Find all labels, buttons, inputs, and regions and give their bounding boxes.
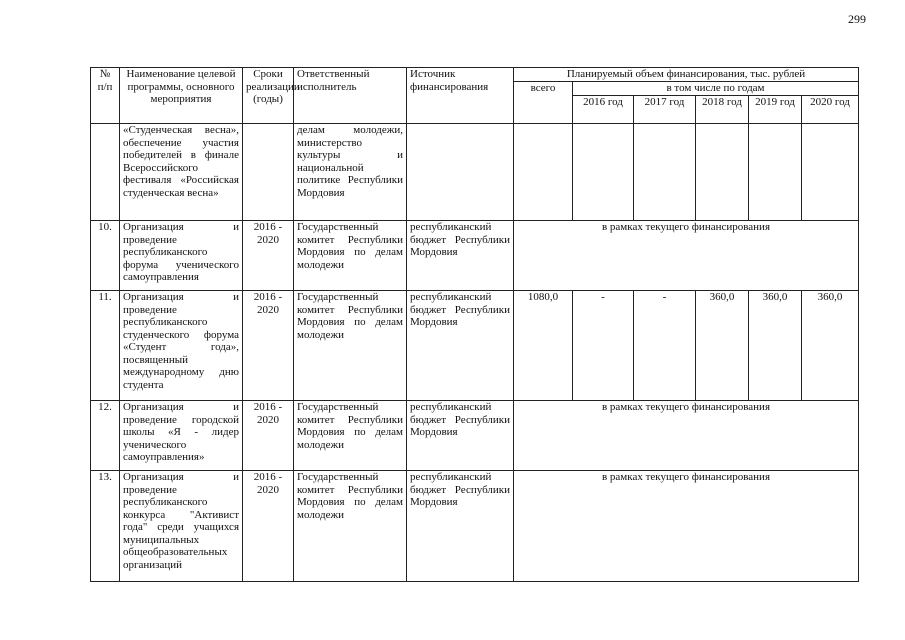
header-responsible: Ответственный исполнитель bbox=[294, 68, 407, 124]
row-name: Организация и проведение городской школы «Я - лидер ученического самоуправления» bbox=[120, 401, 243, 471]
table-row bbox=[91, 291, 859, 401]
table-row bbox=[91, 471, 859, 582]
row-name: Организация и проведение республиканского конкурса "Активист года" среди учащихся муниципальных общеобразовательных организаций bbox=[120, 471, 243, 582]
table-row bbox=[91, 221, 859, 291]
row-term: 2016 - 2020 bbox=[243, 401, 294, 471]
table-row bbox=[91, 124, 859, 221]
header-term: Сроки реализации (годы) bbox=[243, 68, 294, 124]
row-responsible: Государственный комитет Республики Мордовия по делам молодежи bbox=[294, 291, 407, 401]
row-term: 2016 - 2020 bbox=[243, 221, 294, 291]
row-funding: в рамках текущего финансирования bbox=[514, 221, 859, 291]
row-num: 12. bbox=[91, 401, 120, 471]
row-num: 11. bbox=[91, 291, 120, 401]
row-num: 10. bbox=[91, 221, 120, 291]
row-responsible: Государственный комитет Республики Мордовия по делам молодежи bbox=[294, 471, 407, 582]
row-name: Организация и проведение республиканского форума ученического самоуправления bbox=[120, 221, 243, 291]
page-number: 299 bbox=[848, 12, 866, 26]
header-name: Наименование целевой программы, основного мероприятия bbox=[120, 68, 243, 124]
header-2017: 2017 год bbox=[634, 96, 696, 124]
row-funding: в рамках текущего финансирования bbox=[514, 471, 859, 582]
row-num: 13. bbox=[91, 471, 120, 582]
row-2018: 360,0 bbox=[696, 291, 749, 401]
row-name: «Студенческая весна», обеспечение участия победителей в финале Всероссийского фестиваля «Российская студенческая весна» bbox=[120, 124, 243, 221]
header-total: всего bbox=[514, 82, 573, 124]
row-funding: в рамках текущего финансирования bbox=[514, 401, 859, 471]
row-2016: - bbox=[573, 291, 634, 401]
row-term: 2016 - 2020 bbox=[243, 471, 294, 582]
header-source: Источник финансирования bbox=[407, 68, 514, 124]
row-num bbox=[91, 124, 120, 221]
table-row bbox=[91, 401, 859, 471]
row-source: республиканский бюджет Республики Мордовия bbox=[407, 401, 514, 471]
row-source: республиканский бюджет Республики Мордовия bbox=[407, 291, 514, 401]
header-by-years: в том числе по годам bbox=[573, 82, 859, 96]
header-2018: 2018 год bbox=[696, 96, 749, 124]
row-total: 1080,0 bbox=[514, 291, 573, 401]
header-2016: 2016 год bbox=[573, 96, 634, 124]
row-2017: - bbox=[634, 291, 696, 401]
row-responsible: Государственный комитет Республики Мордовия по делам молодежи bbox=[294, 401, 407, 471]
row-responsible: Государственный комитет Республики Мордовия по делам молодежи bbox=[294, 221, 407, 291]
row-responsible: делам молодежи, министерство культуры и национальной политике Республики Мордовия bbox=[294, 124, 407, 221]
row-term bbox=[243, 124, 294, 221]
row-2020: 360,0 bbox=[802, 291, 859, 401]
header-num: № п/п bbox=[91, 68, 120, 124]
header-2020: 2020 год bbox=[802, 96, 859, 124]
row-source bbox=[407, 124, 514, 221]
row-name: Организация и проведение республиканского студенческого форума «Студент года», посвященный международному дню студента bbox=[120, 291, 243, 401]
row-term: 2016 - 2020 bbox=[243, 291, 294, 401]
program-table bbox=[90, 67, 859, 582]
row-source: республиканский бюджет Республики Мордовия bbox=[407, 221, 514, 291]
header-plan: Планируемый объем финансирования, тыс. рублей bbox=[514, 68, 859, 82]
row-source: республиканский бюджет Республики Мордовия bbox=[407, 471, 514, 582]
row-2019: 360,0 bbox=[749, 291, 802, 401]
header-2019: 2019 год bbox=[749, 96, 802, 124]
